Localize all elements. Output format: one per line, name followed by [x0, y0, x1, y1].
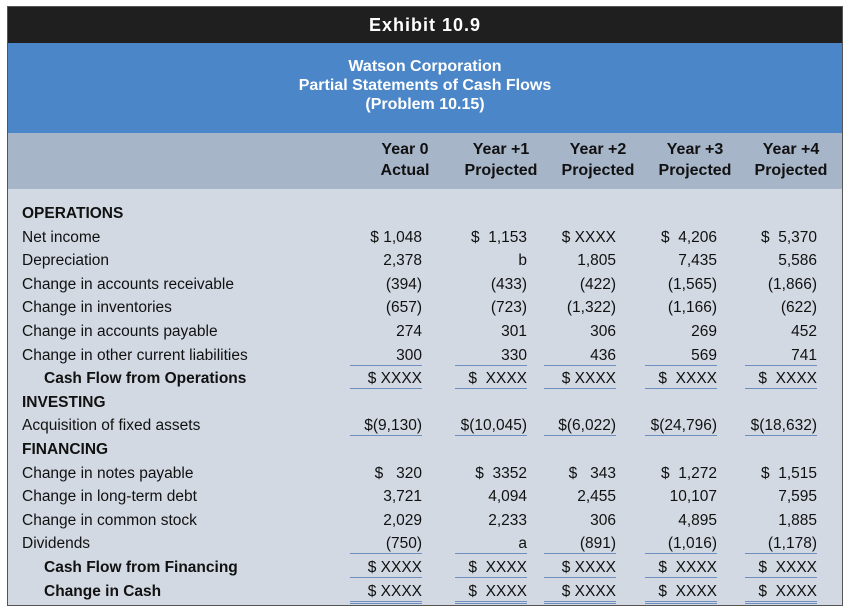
cell-year-3: (1,565) — [667, 275, 717, 293]
cell-year-2: 2,455 — [577, 488, 616, 506]
row-label: FINANCING — [22, 441, 109, 458]
title-statement: Partial Statements of Cash Flows — [298, 77, 552, 94]
cell-year-3: 269 — [691, 323, 717, 340]
cell-year-4: $ XXXX — [745, 370, 817, 389]
column-header-line2: Actual — [380, 162, 430, 179]
cell-year-2: $(6,022) — [544, 417, 616, 436]
row-label: Change in inventories — [22, 299, 172, 317]
cell-year-2: (422) — [579, 275, 616, 293]
column-header-band — [8, 133, 842, 189]
cell-year-2: (1,322) — [566, 299, 616, 317]
row-label: Change in common stock — [22, 511, 197, 529]
cell-year-1: a — [455, 535, 527, 554]
title-problem: (Problem 10.15) — [365, 96, 485, 113]
row-label: Change in long-term debt — [22, 488, 197, 506]
cell-year-3: (1,016) — [645, 535, 717, 554]
row-label: Change in other current liabilities — [22, 346, 248, 364]
cell-year-0: (750) — [350, 535, 422, 554]
row-label: Acquisition of fixed assets — [22, 417, 201, 435]
cell-year-0: (657) — [385, 299, 422, 317]
cell-year-2: 436 — [544, 347, 616, 366]
column-header-year0 — [357, 139, 453, 181]
column-header-year1 — [453, 139, 549, 181]
cell-year-1: (723) — [490, 299, 527, 317]
column-header-year2 — [550, 139, 646, 181]
cell-year-0: 2,029 — [383, 511, 422, 529]
cell-year-1: $ 1,153 — [470, 228, 527, 246]
cell-year-3: $(24,796) — [645, 417, 717, 436]
exhibit-label: Exhibit 10.9 — [8, 7, 842, 43]
cell-year-4: $ XXXX — [745, 559, 817, 578]
subtotal-row — [8, 368, 842, 391]
cell-year-0: $ XXXX — [350, 559, 422, 578]
column-header-line2: Projected — [561, 162, 635, 179]
column-header-line1: Year +1 — [472, 141, 530, 158]
cell-year-3: (1,166) — [667, 299, 717, 317]
table-row — [8, 274, 842, 297]
cell-year-2: 1,805 — [577, 252, 616, 270]
table-row — [8, 345, 842, 368]
cell-year-4: (1,178) — [745, 535, 817, 554]
column-header-line2: Projected — [754, 162, 828, 179]
row-label: Change in notes payable — [22, 464, 194, 482]
cell-year-1: $ XXXX — [455, 370, 527, 389]
row-label: Net income — [22, 228, 101, 246]
cell-year-2: $ XXXX — [544, 370, 616, 389]
table-row — [8, 297, 842, 320]
cell-year-1: b — [518, 252, 527, 270]
cell-year-3: $ 1,272 — [660, 464, 717, 482]
cell-year-4: $ 5,370 — [760, 228, 817, 246]
cell-year-1: $ XXXX — [455, 559, 527, 578]
table-row — [8, 321, 842, 344]
cell-year-0: $(9,130) — [350, 417, 422, 436]
cell-year-1: 301 — [501, 323, 527, 340]
section-heading — [8, 203, 842, 226]
table-row — [8, 227, 842, 250]
column-header-line2: Projected — [464, 162, 538, 179]
column-header-year4 — [743, 139, 839, 181]
section-heading — [8, 439, 842, 462]
cell-year-1: (433) — [490, 275, 527, 293]
exhibit-frame — [7, 6, 843, 606]
row-label: Change in accounts receivable — [22, 275, 234, 293]
cell-year-2: (891) — [544, 535, 616, 554]
cell-year-3: 7,435 — [678, 252, 717, 270]
subtotal-row — [8, 557, 842, 580]
table-row — [8, 463, 842, 486]
row-label: Change in accounts payable — [22, 323, 218, 340]
cell-year-1: $ 3352 — [475, 464, 527, 482]
table-row — [8, 250, 842, 273]
cell-year-4: 452 — [791, 323, 817, 340]
cell-year-3: $ XXXX — [645, 370, 717, 389]
cell-year-2: $ XXXX — [561, 228, 616, 246]
cell-year-3: 569 — [645, 347, 717, 366]
row-label: Depreciation — [22, 252, 110, 270]
cell-year-4: $ 1,515 — [760, 464, 817, 482]
column-header-line1: Year +2 — [569, 141, 627, 158]
cell-year-4: 741 — [745, 347, 817, 366]
table-row — [8, 510, 842, 533]
cell-year-3: 4,895 — [678, 511, 717, 529]
row-label: Dividends — [22, 535, 91, 553]
table-row — [8, 533, 842, 556]
column-header-line1: Year +3 — [666, 141, 724, 158]
cell-year-0: $ 1,048 — [370, 228, 422, 246]
row-label: Cash Flow from Financing — [44, 559, 238, 576]
cell-year-3: $ XXXX — [645, 583, 717, 604]
cell-year-1: $(10,045) — [455, 417, 527, 436]
subtotal-row — [8, 581, 842, 604]
cell-year-1: 330 — [455, 347, 527, 366]
column-header-line1: Year +4 — [762, 141, 820, 158]
column-header-line2: Projected — [658, 162, 732, 179]
cell-year-3: 10,107 — [669, 488, 717, 506]
cell-year-4: (1,866) — [767, 275, 817, 293]
cell-year-4: $(18,632) — [745, 417, 817, 436]
cell-year-2: $ 343 — [568, 464, 616, 482]
cell-year-0: 3,721 — [383, 488, 422, 506]
table-row — [8, 415, 842, 438]
cell-year-1: $ XXXX — [455, 583, 527, 604]
table-row — [8, 486, 842, 509]
cell-year-3: $ XXXX — [645, 559, 717, 578]
cell-year-1: 2,233 — [488, 511, 527, 529]
cell-year-2: 306 — [590, 511, 616, 529]
cell-year-4: (622) — [780, 299, 817, 317]
row-label: Change in Cash — [44, 582, 162, 600]
column-header-line1: Year 0 — [381, 141, 429, 158]
cell-year-0: (394) — [385, 275, 422, 293]
cell-year-0: $ XXXX — [350, 583, 422, 604]
cell-year-2: $ XXXX — [544, 583, 616, 604]
cell-year-3: $ 4,206 — [660, 228, 717, 246]
section-heading — [8, 392, 842, 415]
cell-year-0: 274 — [396, 323, 422, 340]
row-label: Cash Flow from Operations — [44, 370, 247, 388]
cell-year-1: 4,094 — [488, 488, 527, 506]
cell-year-0: 2,378 — [383, 252, 422, 270]
row-label: INVESTING — [22, 393, 106, 411]
row-label: OPERATIONS — [22, 205, 124, 222]
cell-year-0: $ 320 — [374, 464, 422, 482]
column-header-year3 — [647, 139, 743, 181]
cell-year-0: 300 — [350, 347, 422, 366]
title-block — [8, 43, 842, 133]
cell-year-2: 306 — [590, 323, 616, 340]
title-company: Watson Corporation — [348, 58, 502, 75]
cell-year-4: 1,885 — [778, 511, 817, 529]
cell-year-2: $ XXXX — [544, 559, 616, 578]
cell-year-4: $ XXXX — [745, 583, 817, 604]
cell-year-0: $ XXXX — [350, 370, 422, 389]
cell-year-4: 5,586 — [778, 252, 817, 270]
cell-year-4: 7,595 — [778, 488, 817, 506]
